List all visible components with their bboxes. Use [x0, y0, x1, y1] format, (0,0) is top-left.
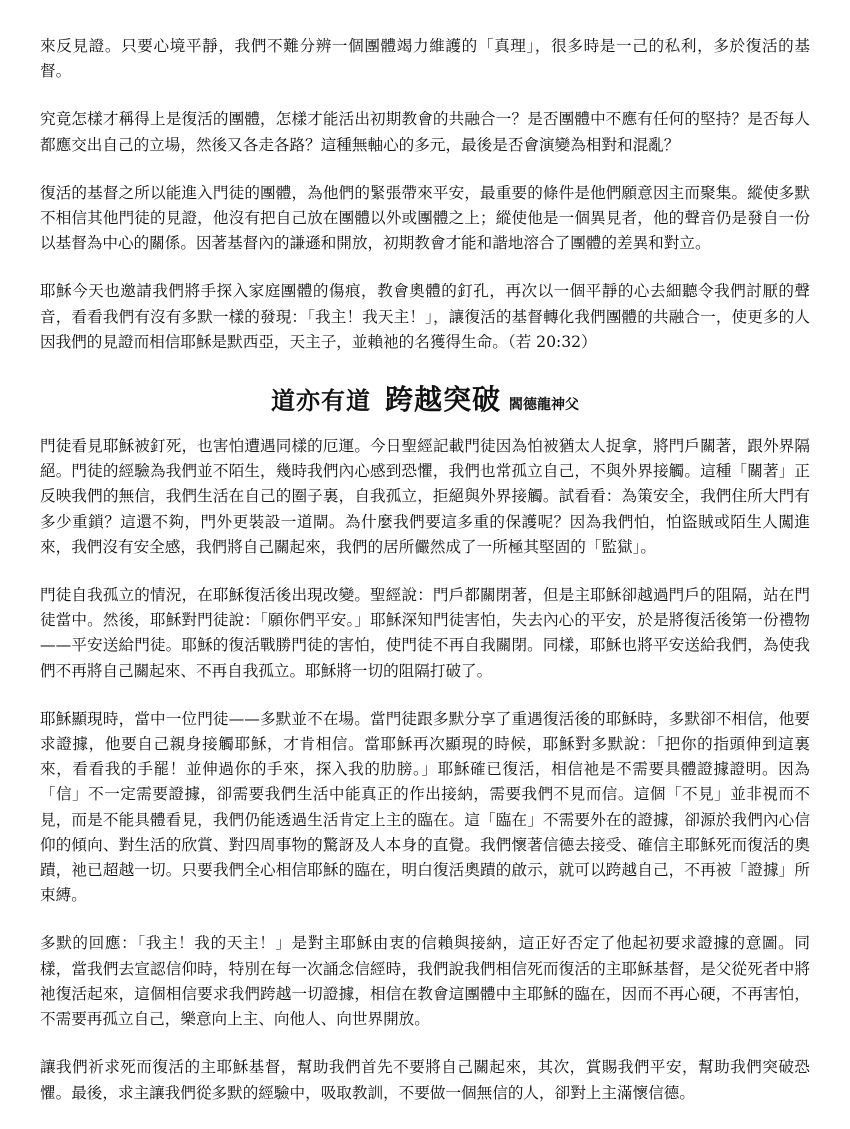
- article-heading: [40, 378, 810, 418]
- paragraph: 耶穌顯現時，當中一位門徒——多默並不在場。當門徒跟多默分享了重遇復活後的耶穌時，多默卻不相信，他要求證據，他要自己親身接觸耶穌，才肯相信。當耶穌再次顯現的時候，耶穌對多默說：「把你的指頭伸到這裏來，看看我的手罷！並伸過你的手來，探入我的肋膀。」耶穌確已復活，相信祂是不需要具體證據證明。因為「信」不一定需要證據，卻需要我們生活中能真正的作出接納，需要我們不見而信。這個「不見」並非視而不見，而是不能具體看見，我們仍能透過生活肯定上主的臨在。這「臨在」不需要外在的證據，卻源於我們內心信仰的傾向、對生活的欣賞、對四周事物的驚訝及人本身的直覺。我們懷著信德去接受、確信主耶穌死而復活的奧蹟，祂已超越一切。只要我們全心相信耶穌的臨在，明白復活奧蹟的啟示，就可以跨越自己，不再被「證據」所束縛。: [40, 709, 810, 905]
- paragraph: 耶穌今天也邀請我們將手探入家庭團體的傷痕，教會奧體的釘孔，再次以一個平靜的心去細聽令我們討厭的聲音，看看我們有沒有多默一樣的發現：「我主！我天主！」，讓復活的基督轉化我們團體的共融合一，使更多的人因我們的見證而相信耶穌是默西亞，天主子，並賴祂的名獲得生命。（若 20:32）: [40, 282, 810, 351]
- article-title-part2: 跨越突破: [384, 383, 501, 417]
- article-author: 閻德龍神父: [509, 397, 579, 414]
- paragraph: 門徒自我孤立的情況，在耶穌復活後出現改變。聖經說：門戶都關閉著，但是主耶穌卻越過門戶的阻隔，站在門徒當中。然後，耶穌對門徒說：「願你們平安。」耶穌深知門徒害怕，失去內心的平安，於是將復活後第一份禮物——平安送給門徒。耶穌的復活戰勝門徒的害怕，使門徒不再自我關閉。同樣，耶穌也將平安送給我們，為使我們不再將自己關起來、不再自我孤立。耶穌將一切的阻隔打破了。: [40, 586, 810, 680]
- paragraph: 究竟怎樣才稱得上是復活的團體，怎樣才能活出初期教會的共融合一？是否團體中不應有任何的堅持？是否每人都應交出自己的立場，然後又各走各路？這種無軸心的多元，最後是否會演變為相對和混亂？: [40, 110, 810, 154]
- paragraph: 讓我們祈求死而復活的主耶穌基督，幫助我們首先不要將自己關起來，其次，賞賜我們平安，幫助我們突破恐懼。最後，求主讓我們從多默的經驗中，吸取教訓，不要做一個無信的人，卻對上主滿懷信德。: [40, 1058, 810, 1102]
- paragraph: 多默的回應：「我主！我的天主！」是對主耶穌由衷的信賴與接納，這正好否定了他起初要求證據的意圖。同樣，當我們去宣認信仰時，特別在每一次誦念信經時，我們說我們相信死而復活的主耶穌基督，是父從死者中將祂復活起來，這個相信要求我們跨越一切證據，相信在教會這團體中主耶穌的臨在，因而不再心硬，不再害怕，不需要再孤立自己，樂意向上主、向他人、向世界開放。: [40, 934, 810, 1029]
- paragraph: 復活的基督之所以能進入門徒的團體，為他們的緊張帶來平安，最重要的條件是他們願意因主而聚集。縱使多默不相信其他門徒的見證，他沒有把自己放在團體以外或團體之上；縱使他是一個異見者，他的聲音仍是發自一份以基督為中心的關係。因著基督內的謙遜和開放，初期教會才能和諧地溶合了團體的差異和對立。: [40, 183, 810, 253]
- paragraph: 門徒看見耶穌被釘死，也害怕遭遇同樣的厄運。今日聖經記載門徒因為怕被猶太人捉拿，將門戶關著，跟外界隔絕。門徒的經驗為我們並不陌生，幾時我們內心感到恐懼，我們也常孤立自己，不與外界接觸。這種「關著」正反映我們的無信，我們生活在自己的圈子裏，自我孤立，拒絕與外界接觸。試看看：為策安全，我們住所大門有多少重鎖？這還不夠，門外更裝設一道閘。為什麼我們要這多重的保護呢？因為我們怕，怕盜賊或陌生人闖進來，我們沒有安全感，我們將自己關起來，我們的居所儼然成了一所極其堅固的「監獄」。: [40, 437, 810, 556]
- article-title-part1: 道亦有道: [270, 387, 371, 416]
- paragraph: 來反見證。只要心境平靜，我們不難分辨一個團體竭力維護的「真理」，很多時是一己的私利，多於復活的基督。: [40, 37, 810, 81]
- document-page: [40, 34, 810, 1129]
